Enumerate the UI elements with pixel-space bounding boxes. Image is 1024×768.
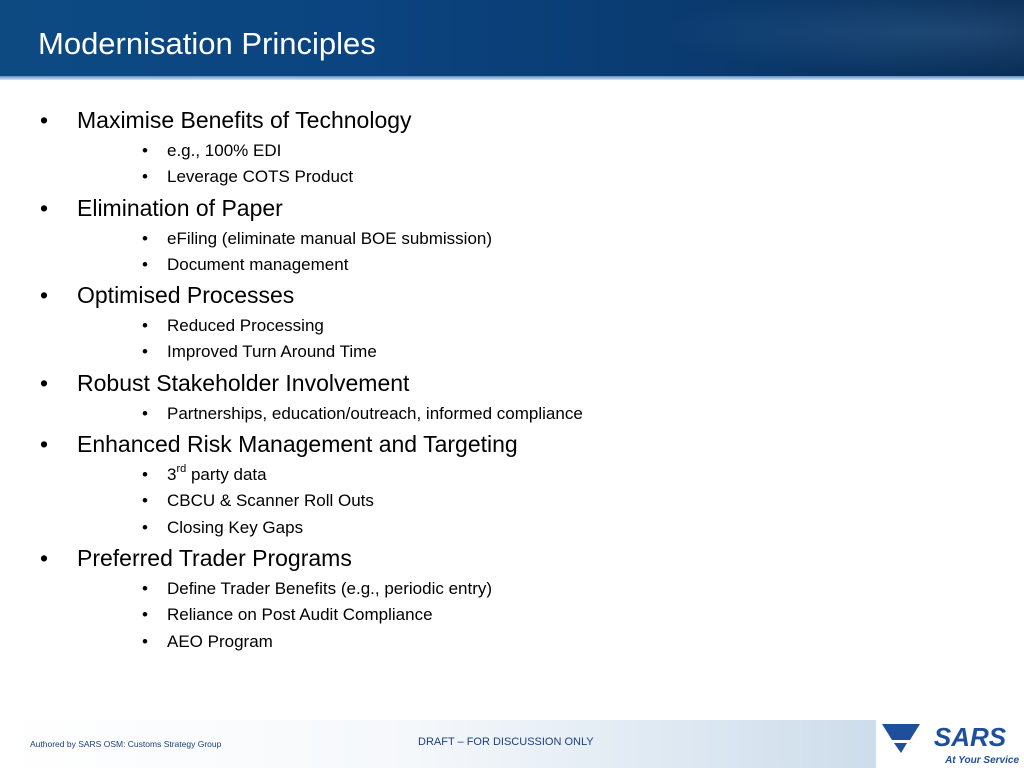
bullet-marker: • [40, 194, 49, 221]
sub-bullet-marker: • [142, 167, 148, 187]
sub-bullet-item [0, 576, 1024, 602]
bullet-text: Enhanced Risk Management and Targeting [77, 431, 518, 458]
bullet-text: Optimised Processes [77, 282, 295, 309]
sub-bullet-marker: • [142, 605, 148, 625]
bullet-marker: • [40, 282, 49, 309]
sub-bullet-item [0, 602, 1024, 628]
sub-bullet-text: e.g., 100% EDI [167, 141, 282, 160]
slide-title: Modernisation Principles [38, 26, 376, 61]
sub-bullet-marker: • [142, 141, 148, 160]
sub-bullet-item [0, 462, 1024, 488]
bullet-item [0, 278, 1024, 313]
sars-logo [876, 720, 1024, 768]
sars-logo-mark [876, 720, 1024, 768]
footer-bar [0, 720, 1024, 768]
sub-bullet-item [0, 138, 1024, 164]
sub-bullet-text: AEO Program [167, 631, 273, 651]
bullet-marker: • [40, 544, 49, 571]
sub-bullet-item [0, 164, 1024, 190]
bullet-marker: • [40, 369, 49, 396]
sub-bullet-marker: • [142, 316, 148, 336]
sub-bullet-item [0, 401, 1024, 427]
sub-bullet-marker: • [142, 578, 148, 598]
bullet-text: Robust Stakeholder Involvement [77, 369, 410, 396]
sub-bullet-marker: • [142, 465, 148, 485]
sub-bullet-text: Improved Turn Around Time [167, 342, 377, 362]
logo-tagline: At Your Service [945, 755, 1019, 766]
ordinal-number: 3 [167, 465, 177, 485]
sub-bullet-marker: • [142, 342, 148, 362]
sub-bullet-text: eFiling (eliminate manual BOE submission) [167, 228, 493, 248]
sub-bullet-marker: • [142, 491, 148, 511]
bullet-text: Elimination of Paper [77, 194, 283, 221]
sub-bullet-text: Document management [167, 254, 349, 274]
sub-bullet-item [0, 488, 1024, 514]
bullet-list [0, 103, 1024, 655]
bullet-marker: • [40, 107, 49, 133]
bullet-text: Maximise Benefits of Technology [77, 107, 412, 133]
author-credit: Authored by SARS OSM: Customs Strategy Group [30, 739, 222, 749]
bullet-text: Preferred Trader Programs [77, 544, 352, 571]
sub-bullet-marker: • [142, 631, 148, 651]
sub-bullet-text: Define Trader Benefits (e.g., periodic entry) [167, 578, 493, 598]
title-bar [0, 0, 1024, 80]
sub-bullet-marker: • [142, 228, 148, 248]
sub-bullet-item [0, 226, 1024, 252]
bullet-item [0, 541, 1024, 576]
sub-bullet-item [0, 252, 1024, 278]
bullet-item [0, 191, 1024, 226]
sub-bullet-text: Reduced Processing [167, 316, 324, 336]
sub-bullet-item [0, 339, 1024, 365]
sub-bullet-text: Closing Key Gaps [167, 517, 304, 537]
sub-bullet-text: Leverage COTS Product [167, 167, 354, 187]
title-bar-underline [0, 76, 1024, 80]
bullet-marker: • [40, 431, 49, 458]
sub-bullet-text: Reliance on Post Audit Compliance [167, 605, 433, 625]
draft-notice: DRAFT – FOR DISCUSSION ONLY [418, 736, 594, 748]
sub-bullet-marker: • [142, 403, 148, 423]
sub-bullet-text: CBCU & Scanner Roll Outs [167, 491, 374, 511]
sub-bullet-text-rest: party data [186, 465, 267, 485]
bullet-item [0, 427, 1024, 462]
logo-wordmark: SARS [933, 722, 1007, 752]
sub-bullet-marker: • [142, 517, 148, 537]
sub-bullet-item [0, 629, 1024, 655]
sub-bullet-marker: • [142, 254, 148, 274]
sub-bullet-text [167, 462, 267, 488]
bullet-item [0, 366, 1024, 401]
sub-bullet-text: Partnerships, education/outreach, informed compliance [167, 403, 583, 423]
ordinal-suffix: rd [176, 463, 187, 476]
bullet-item [0, 103, 1024, 138]
sub-bullet-item [0, 515, 1024, 541]
sub-bullet-item [0, 313, 1024, 339]
